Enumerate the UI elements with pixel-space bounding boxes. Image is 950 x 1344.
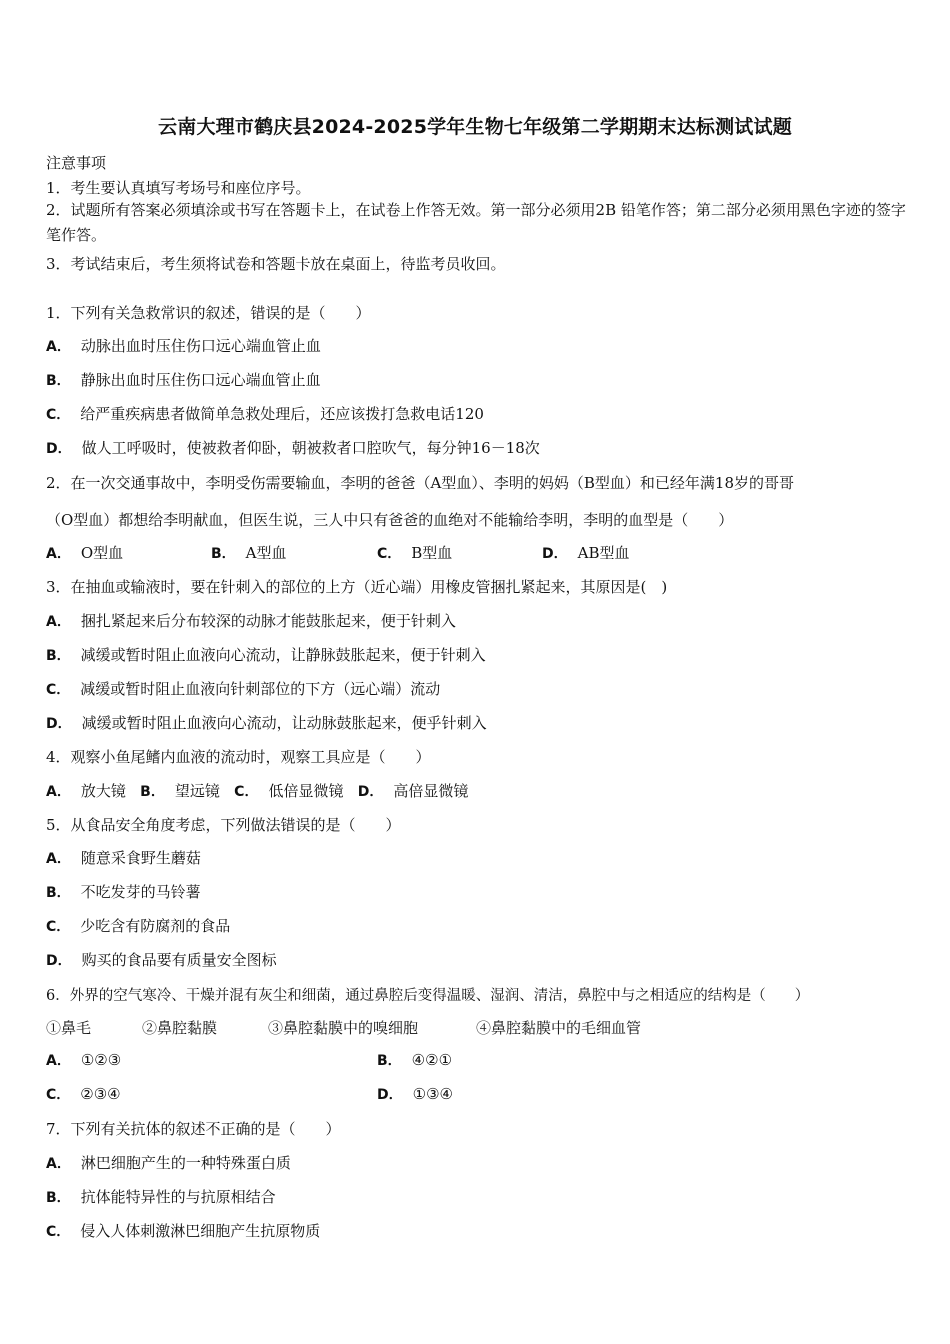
question-6-item: ④鼻腔黏膜中的毛细血管 — [476, 1019, 642, 1037]
question-option: D． AB型血 — [542, 544, 630, 562]
question-option: D． 减缓或暂时阻止血液向心流动，让动脉鼓胀起来，便乎针刺入 — [46, 714, 487, 732]
question-7-stem: 7．下列有关抗体的叙述不正确的是（ ） — [46, 1120, 341, 1138]
question-option: D． ①③④ — [377, 1085, 453, 1103]
question-option: A． 淋巴细胞产生的一种特殊蛋白质 — [46, 1154, 291, 1172]
question-option: C． 侵入人体刺激淋巴细胞产生抗原物质 — [46, 1222, 321, 1240]
question-6-item: ②鼻腔黏膜 — [142, 1019, 218, 1037]
question-4-stem: 4．观察小鱼尾鳍内血液的流动时，观察工具应是（ ） — [46, 748, 431, 766]
notice-item: 2．试题所有答案必须填涂或书写在答题卡上，在试卷上作答无效。第一部分必须用2B 铅笔作答；第二部分必须用黑色字迹的签字笔作答。 — [46, 201, 906, 244]
question-6-item: ③鼻腔黏膜中的嗅细胞 — [268, 1019, 419, 1037]
question-option: D． 购买的食品要有质量安全图标 — [46, 951, 277, 969]
question-option: B． 不吃发芽的马铃薯 — [46, 883, 201, 901]
question-1-stem: 1．下列有关急救常识的叙述，错误的是（ ） — [46, 304, 371, 322]
question-option: A． 动脉出血时压住伤口远心端血管止血 — [46, 337, 321, 355]
question-option: A． O型血 — [46, 544, 124, 562]
notice-item: 1．考生要认真填写考场号和座位序号。 — [46, 179, 311, 197]
notice-heading: 注意事项 — [46, 154, 107, 172]
question-option: C． 少吃含有防腐剂的食品 — [46, 917, 231, 935]
notice-item: 3．考试结束后，考生须将试卷和答题卡放在桌面上，待监考员收回。 — [46, 255, 506, 273]
question-option: C． B型血 — [377, 544, 453, 562]
question-3-stem: 3．在抽血或输液时，要在针刺入的部位的上方（近心端）用橡皮管捆扎紧起来，其原因是( ) — [46, 578, 668, 596]
question-option: C． 减缓或暂时阻止血液向针刺部位的下方（远心端）流动 — [46, 680, 441, 698]
question-2-stem-cont: （O型血）都想给李明献血，但医生说，三人中只有爸爸的血绝对不能输给李明，李明的血型是（ ） — [46, 511, 734, 529]
question-option: B． ④②① — [377, 1051, 453, 1069]
question-option: D． 做人工呼吸时，使被救者仰卧，朝被救者口腔吹气，每分钟16－18次 — [46, 439, 540, 457]
question-5-stem: 5．从食品安全角度考虑，下列做法错误的是（ ） — [46, 816, 401, 834]
question-6-stem: 6．外界的空气寒冷、干燥并混有灰尘和细菌，通过鼻腔后变得温暖、湿润、清洁，鼻腔中与之相适应的结构是（ ） — [46, 988, 810, 1004]
question-2-stem: 2．在一次交通事故中，李明受伤需要输血，李明的爸爸（A型血）、李明的妈妈（B型血）和已经年满18岁的哥哥 — [46, 474, 794, 492]
question-option: A． 随意采食野生蘑菇 — [46, 849, 201, 867]
question-option: B． 静脉出血时压住伤口远心端血管止血 — [46, 371, 321, 389]
question-option: A． ①②③ — [46, 1051, 122, 1069]
question-option: B． A型血 — [211, 544, 287, 562]
question-option: B． 抗体能特异性的与抗原相结合 — [46, 1188, 276, 1206]
question-4-options: A． 放大镜 B． 望远镜 C． 低倍显微镜 D． 高倍显微镜 — [46, 782, 469, 800]
question-option: C． ②③④ — [46, 1085, 121, 1103]
question-option: B． 减缓或暂时阻止血液向心流动，让静脉鼓胀起来，便于针刺入 — [46, 646, 486, 664]
question-6-item: ①鼻毛 — [46, 1019, 92, 1037]
page-title: 云南大理市鹤庆县2024-2025学年生物七年级第二学期期末达标测试试题 — [158, 116, 792, 138]
question-option: A． 捆扎紧起来后分布较深的动脉才能鼓胀起来，便于针刺入 — [46, 612, 456, 630]
question-option: C． 给严重疾病患者做简单急救处理后，还应该拨打急救电话120 — [46, 405, 484, 423]
